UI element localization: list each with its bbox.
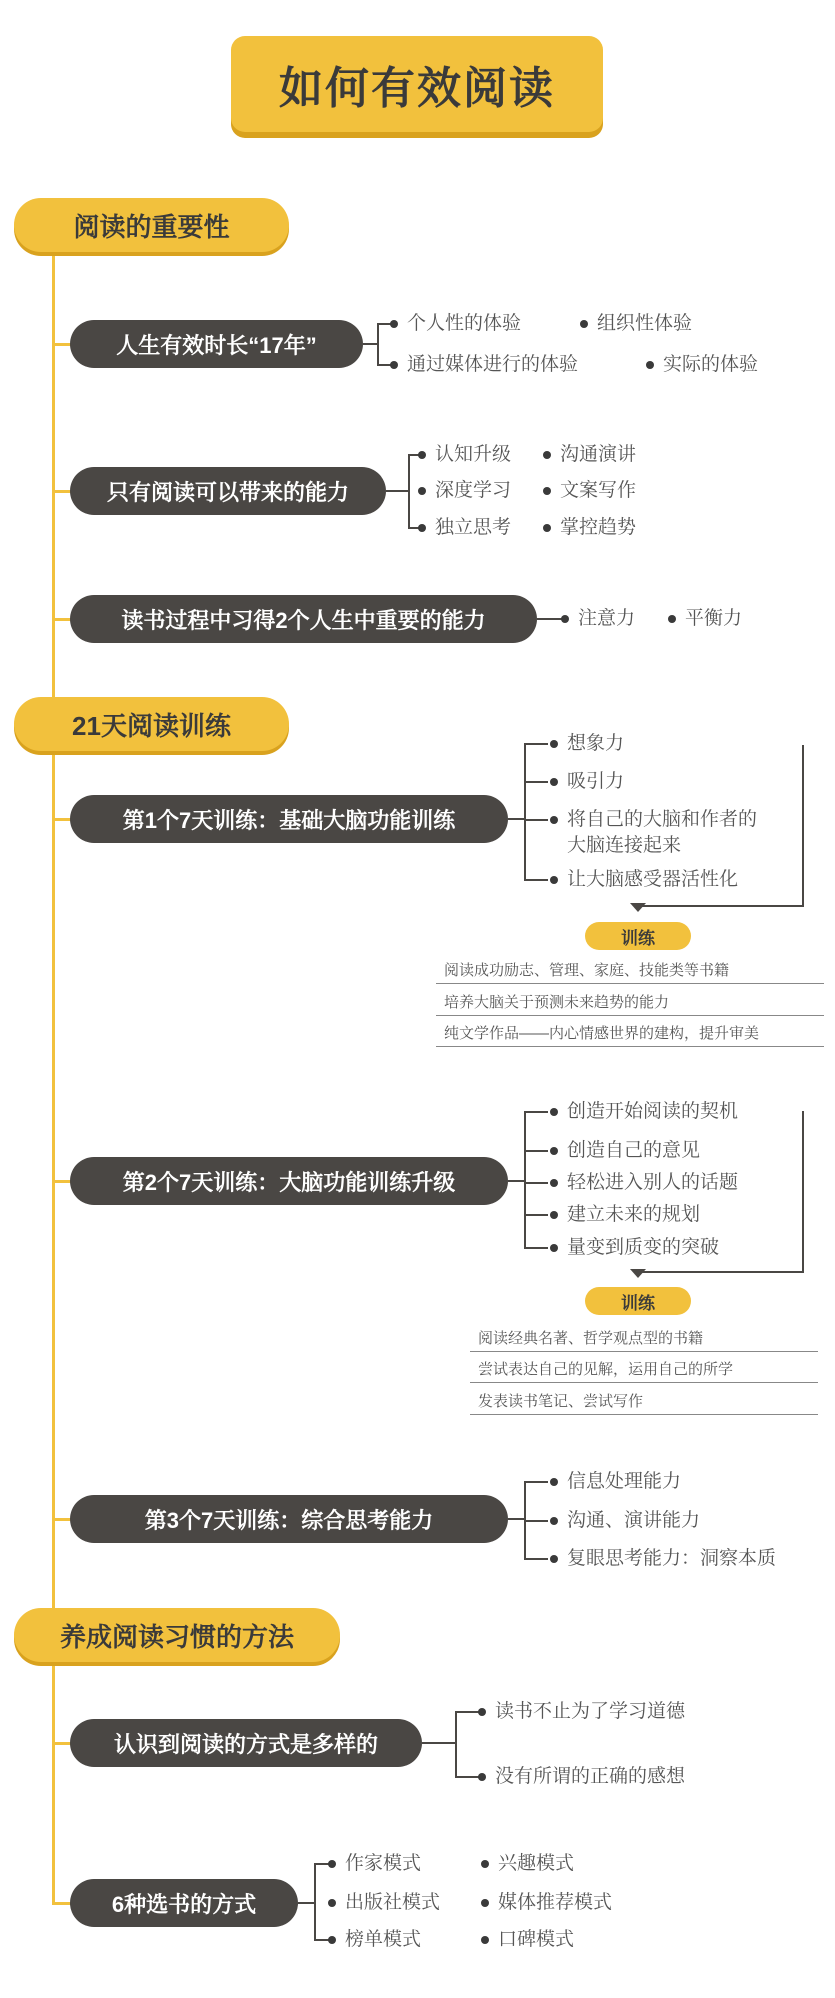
training-item: 纯文学作品——内心情感世界的建构，提升审美: [436, 1022, 824, 1047]
list-item: 沟通演讲: [543, 441, 636, 469]
return-line: [638, 905, 804, 907]
arrow-down-icon: [630, 1269, 646, 1278]
bracket-line: [314, 1863, 316, 1940]
bullet-icon: [550, 740, 558, 748]
section-21-day-training: 21天阅读训练: [14, 697, 289, 751]
bracket-line: [524, 1558, 548, 1560]
list-item: 将自己的大脑和作者的: [550, 806, 757, 834]
bracket-line: [524, 781, 548, 783]
bracket-line: [524, 879, 548, 881]
return-line: [802, 745, 804, 907]
list-item: 深度学习: [418, 477, 511, 505]
bullet-icon: [481, 1899, 489, 1907]
bullet-icon: [668, 615, 676, 623]
bullet-icon: [478, 1708, 486, 1716]
bullet-icon: [561, 615, 569, 623]
training-item: 培养大脑关于预测未来趋势的能力: [436, 991, 824, 1016]
bullet-icon: [481, 1860, 489, 1868]
list-item: 创造开始阅读的契机: [550, 1098, 738, 1126]
topic-book-selection: 6种选书的方式: [70, 1879, 298, 1927]
list-item: 量变到质变的突破: [550, 1234, 719, 1262]
topic-week-3: 第3个7天训练：综合思考能力: [70, 1495, 508, 1543]
bullet-icon: [550, 778, 558, 786]
list-item: 复眼思考能力：洞察本质: [550, 1545, 776, 1573]
topic-two-abilities: 读书过程中习得2个人生中重要的能力: [70, 595, 537, 643]
list-item: 榜单模式: [328, 1926, 421, 1954]
bracket-line: [524, 1520, 548, 1522]
topic-week-2: 第2个7天训练：大脑功能训练升级: [70, 1157, 508, 1205]
bullet-icon: [390, 320, 398, 328]
bracket-line: [377, 323, 379, 365]
list-item: 认知升级: [418, 441, 511, 469]
bracket-line: [508, 1180, 525, 1182]
bracket-line: [508, 1518, 525, 1520]
bullet-icon: [580, 320, 588, 328]
list-item: 组织性体验: [580, 310, 692, 338]
list-item: 作家模式: [328, 1850, 421, 1878]
list-item: 掌控趋势: [543, 514, 636, 542]
list-item: 想象力: [550, 730, 624, 758]
topic-reading-abilities: 只有阅读可以带来的能力: [70, 467, 386, 515]
bullet-icon: [550, 876, 558, 884]
bracket-line: [524, 1214, 548, 1216]
arrow-down-icon: [630, 903, 646, 912]
bracket-line: [508, 818, 525, 820]
bullet-icon: [328, 1936, 336, 1944]
topic-effective-life: 人生有效时长“17年”: [70, 320, 363, 368]
bullet-icon: [550, 816, 558, 824]
list-item: 媒体推荐模式: [481, 1889, 612, 1917]
training-item: 发表读书笔记、尝试写作: [470, 1390, 818, 1415]
bracket-line: [524, 1150, 548, 1152]
list-item: 口碑模式: [481, 1926, 574, 1954]
bracket-line: [524, 743, 526, 880]
bracket-line: [524, 1111, 526, 1248]
training-item: 阅读成功励志、管理、家庭、技能类等书籍: [436, 959, 824, 984]
bullet-icon: [543, 451, 551, 459]
list-item: 注意力: [561, 605, 635, 633]
list-item: 实际的体验: [646, 351, 758, 379]
list-item: 文案写作: [543, 477, 636, 505]
bullet-icon: [481, 1936, 489, 1944]
section-reading-habits: 养成阅读习惯的方法: [14, 1608, 340, 1662]
bracket-line: [524, 1111, 548, 1113]
list-item: 吸引力: [550, 768, 624, 796]
list-item: 沟通、演讲能力: [550, 1507, 700, 1535]
bracket-line: [422, 1742, 456, 1744]
bracket-line: [524, 1481, 548, 1483]
training-label: 训练: [585, 922, 691, 950]
list-item: 轻松进入别人的话题: [550, 1169, 738, 1197]
bullet-icon: [390, 361, 398, 369]
training-item: 阅读经典名著、哲学观点型的书籍: [470, 1327, 818, 1352]
bullet-icon: [418, 524, 426, 532]
list-item: 读书不止为了学习道德: [478, 1698, 685, 1726]
list-item: 让大脑感受器活性化: [550, 866, 738, 894]
bullet-icon: [328, 1899, 336, 1907]
list-item: 建立未来的规划: [550, 1201, 700, 1229]
bullet-icon: [418, 451, 426, 459]
list-item: 信息处理能力: [550, 1468, 681, 1496]
bullet-icon: [550, 1211, 558, 1219]
bracket-line: [524, 819, 548, 821]
bullet-icon: [543, 524, 551, 532]
bracket-line: [455, 1711, 457, 1777]
bracket-line: [363, 343, 378, 345]
list-item-continuation: 大脑连接起来: [567, 835, 682, 856]
bracket-line: [408, 454, 410, 528]
return-line: [638, 1271, 804, 1273]
training-label: 训练: [585, 1287, 691, 1315]
bullet-icon: [550, 1244, 558, 1252]
return-line: [802, 1111, 804, 1273]
bullet-icon: [550, 1108, 558, 1116]
list-item: 没有所谓的正确的感想: [478, 1763, 685, 1791]
bullet-icon: [328, 1860, 336, 1868]
topic-week-1: 第1个7天训练：基础大脑功能训练: [70, 795, 508, 843]
page-title: 如何有效阅读: [231, 36, 603, 132]
list-item: 个人性的体验: [390, 310, 521, 338]
bracket-line: [524, 743, 548, 745]
topic-diverse-reading: 认识到阅读的方式是多样的: [70, 1719, 422, 1767]
bullet-icon: [646, 361, 654, 369]
list-item: 平衡力: [668, 605, 742, 633]
bullet-icon: [550, 1478, 558, 1486]
bracket-line: [386, 490, 409, 492]
list-item: 出版社模式: [328, 1889, 440, 1917]
bracket-line: [298, 1902, 315, 1904]
list-item: 独立思考: [418, 514, 511, 542]
list-item: 创造自己的意见: [550, 1137, 700, 1165]
list-item: 兴趣模式: [481, 1850, 574, 1878]
bullet-icon: [550, 1555, 558, 1563]
bullet-icon: [418, 487, 426, 495]
bullet-icon: [550, 1179, 558, 1187]
bracket-line: [524, 1247, 548, 1249]
list-item: 通过媒体进行的体验: [390, 351, 578, 379]
section-importance: 阅读的重要性: [14, 198, 289, 252]
bracket-line: [524, 1182, 548, 1184]
training-item: 尝试表达自己的见解，运用自己的所学: [470, 1358, 818, 1383]
bullet-icon: [543, 487, 551, 495]
bullet-icon: [478, 1773, 486, 1781]
bullet-icon: [550, 1517, 558, 1525]
bullet-icon: [550, 1147, 558, 1155]
